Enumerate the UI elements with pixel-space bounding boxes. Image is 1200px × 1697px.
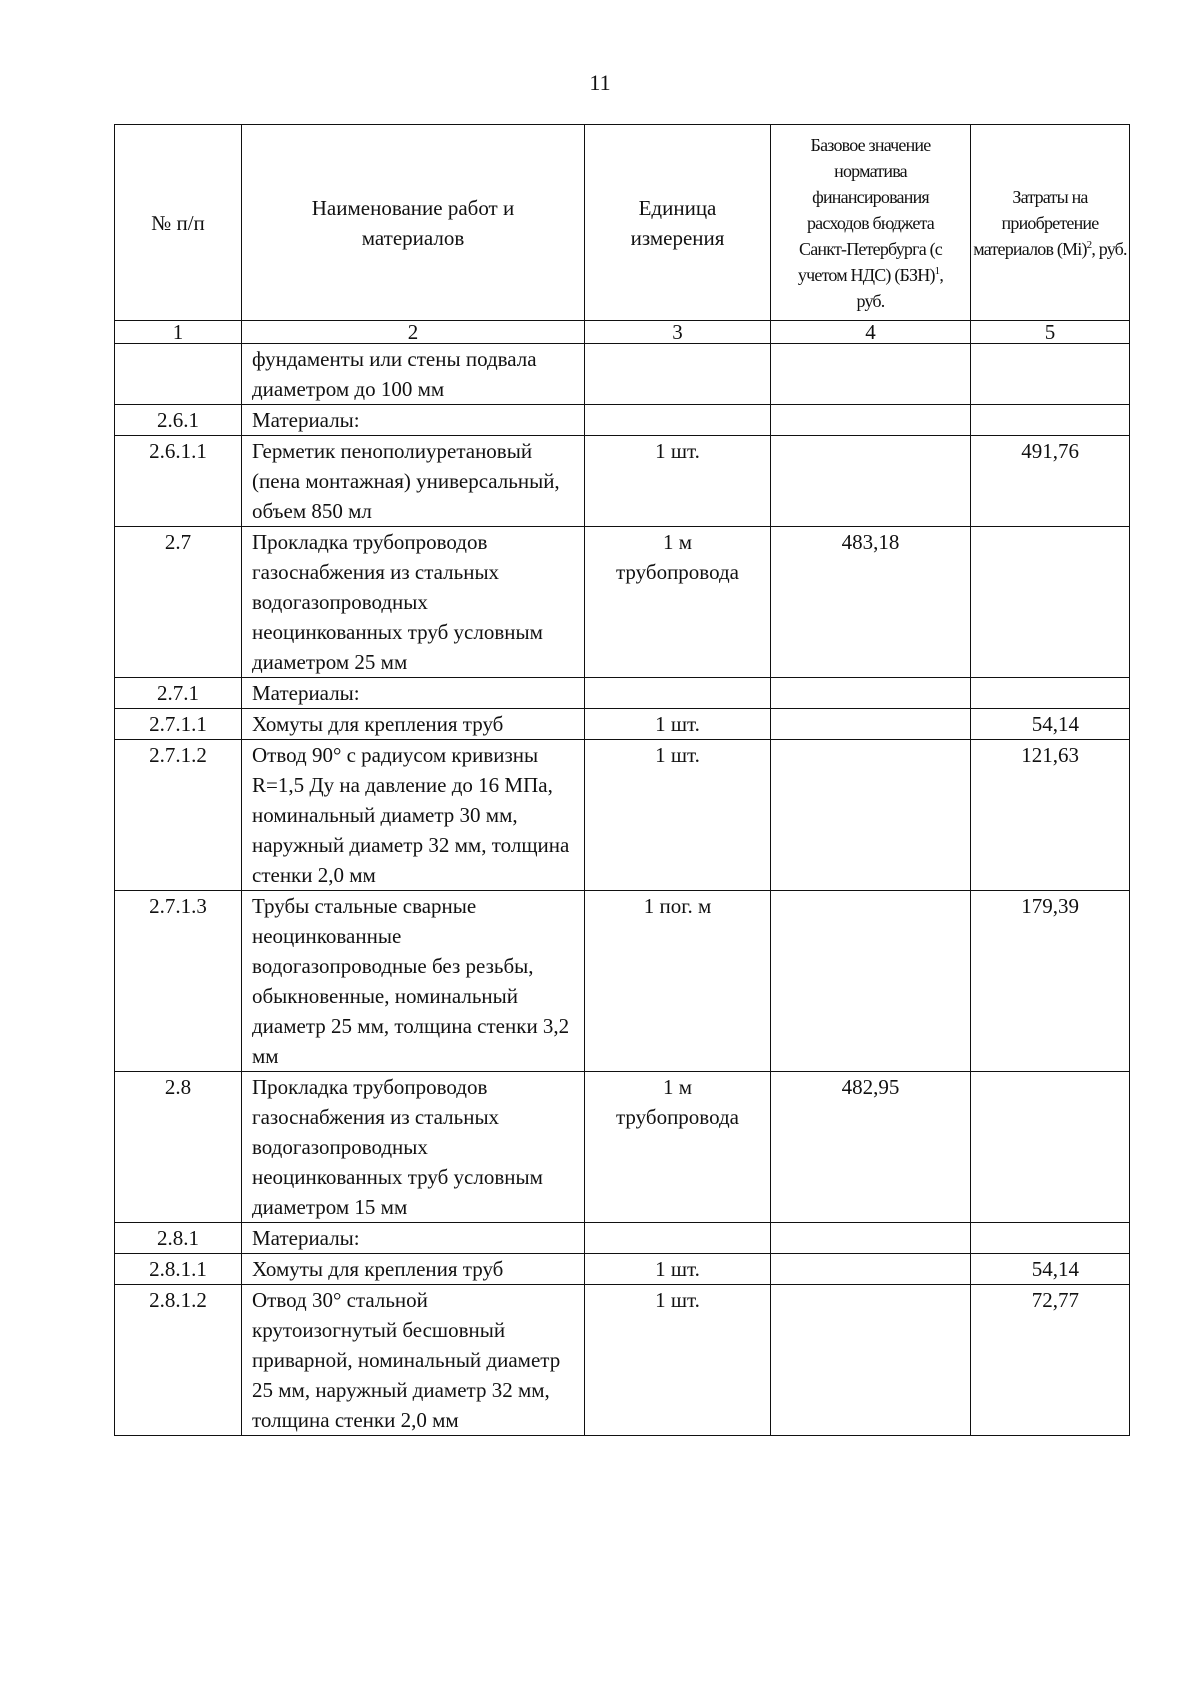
row-name: Хомуты для крепления труб <box>242 709 585 740</box>
row-number: 2.8 <box>115 1072 242 1223</box>
row-base-value <box>771 344 971 405</box>
row-name: Хомуты для крепления труб <box>242 1254 585 1285</box>
row-cost: 54,14 <box>971 709 1130 740</box>
row-base-value <box>771 405 971 436</box>
header-base-value <box>771 125 971 321</box>
table-row <box>115 1285 1130 1436</box>
row-base-value <box>771 740 971 891</box>
column-number: 4 <box>771 321 971 344</box>
row-base-value <box>771 1285 971 1436</box>
row-unit: 1 пог. м <box>585 891 771 1072</box>
row-unit: 1 м трубопровода <box>585 527 771 678</box>
table-row <box>115 527 1130 678</box>
table-row <box>115 891 1130 1072</box>
header-base-value-text: Базовое значение норматива финансирования расходов бюджета Санкт-Петербурга (с учетом НДС) (БЗН) <box>797 134 942 285</box>
table-row <box>115 709 1130 740</box>
row-name: Материалы: <box>242 1223 585 1254</box>
row-number <box>115 344 242 405</box>
row-unit <box>585 678 771 709</box>
row-name: Материалы: <box>242 405 585 436</box>
row-unit <box>585 405 771 436</box>
row-base-value: 483,18 <box>771 527 971 678</box>
footnote-1-mark: 1 <box>934 264 940 277</box>
row-number: 2.8.1 <box>115 1223 242 1254</box>
table-row <box>115 436 1130 527</box>
row-name: Отвод 90° с радиусом кривизны R=1,5 Ду на давление до 16 МПа, номинальный диаметр 30 мм, наружный диаметр 32 мм, толщина стенки 2,0 мм <box>242 740 585 891</box>
row-name: Герметик пенополиуретановый (пена монтажная) универсальный, объем 850 мл <box>242 436 585 527</box>
row-number: 2.6.1 <box>115 405 242 436</box>
table-row <box>115 344 1130 405</box>
table-row <box>115 405 1130 436</box>
column-number: 3 <box>585 321 771 344</box>
row-cost <box>971 527 1130 678</box>
header-base-value-tail: , руб. <box>856 264 944 311</box>
row-name: Материалы: <box>242 678 585 709</box>
row-number: 2.7.1.3 <box>115 891 242 1072</box>
row-number: 2.7.1 <box>115 678 242 709</box>
row-base-value <box>771 436 971 527</box>
column-number: 1 <box>115 321 242 344</box>
row-base-value <box>771 1254 971 1285</box>
footnote-2-mark: 2 <box>1086 238 1092 251</box>
header-work-name: Наименование работ и материалов <box>242 125 585 321</box>
table-row <box>115 740 1130 891</box>
row-unit: 1 шт. <box>585 1254 771 1285</box>
row-unit: 1 шт. <box>585 436 771 527</box>
row-cost: 72,77 <box>971 1285 1130 1436</box>
row-unit <box>585 344 771 405</box>
table-row <box>115 678 1130 709</box>
row-cost <box>971 1223 1130 1254</box>
cost-table <box>114 124 1130 1436</box>
row-base-value <box>771 1223 971 1254</box>
table-row <box>115 1072 1130 1223</box>
row-base-value <box>771 891 971 1072</box>
row-unit <box>585 1223 771 1254</box>
row-base-value: 482,95 <box>771 1072 971 1223</box>
row-number: 2.8.1.1 <box>115 1254 242 1285</box>
row-cost: 54,14 <box>971 1254 1130 1285</box>
page-number: 11 <box>589 70 611 95</box>
row-cost <box>971 405 1130 436</box>
row-unit: 1 шт. <box>585 1285 771 1436</box>
row-base-value <box>771 678 971 709</box>
header-material-cost-tail: , руб. <box>1091 238 1127 259</box>
row-number: 2.6.1.1 <box>115 436 242 527</box>
row-cost: 491,76 <box>971 436 1130 527</box>
header-unit: Единица измерения <box>585 125 771 321</box>
row-number: 2.8.1.2 <box>115 1285 242 1436</box>
column-number: 5 <box>971 321 1130 344</box>
row-name: Прокладка трубопроводов газоснабжения из стальных водогазопроводных неоцинкованных труб условным диаметром 15 мм <box>242 1072 585 1223</box>
column-number: 2 <box>242 321 585 344</box>
row-cost <box>971 678 1130 709</box>
row-unit: 1 м трубопровода <box>585 1072 771 1223</box>
row-name: Отвод 30° стальной крутоизогнутый бесшовный приварной, номинальный диаметр 25 мм, наружный диаметр 32 мм, толщина стенки 2,0 мм <box>242 1285 585 1436</box>
header-material-cost-text: Затраты на приобретение материалов (Mi) <box>973 186 1099 259</box>
row-unit: 1 шт. <box>585 740 771 891</box>
header-number: № п/п <box>115 125 242 321</box>
row-cost: 179,39 <box>971 891 1130 1072</box>
row-name: фундаменты или стены подвала диаметром до 100 мм <box>242 344 585 405</box>
row-unit: 1 шт. <box>585 709 771 740</box>
row-number: 2.7 <box>115 527 242 678</box>
header-material-cost <box>971 125 1130 321</box>
row-name: Трубы стальные сварные неоцинкованные водогазопроводные без резьбы, обыкновенные, номинальный диаметр 25 мм, толщина стенки 3,2 мм <box>242 891 585 1072</box>
row-base-value <box>771 709 971 740</box>
row-number: 2.7.1.1 <box>115 709 242 740</box>
row-number: 2.7.1.2 <box>115 740 242 891</box>
row-name: Прокладка трубопроводов газоснабжения из стальных водогазопроводных неоцинкованных труб условным диаметром 25 мм <box>242 527 585 678</box>
table-row <box>115 1254 1130 1285</box>
table-row <box>115 1223 1130 1254</box>
table-header-row <box>115 125 1130 321</box>
row-cost: 121,63 <box>971 740 1130 891</box>
column-number-row <box>115 321 1130 344</box>
row-cost <box>971 344 1130 405</box>
row-cost <box>971 1072 1130 1223</box>
